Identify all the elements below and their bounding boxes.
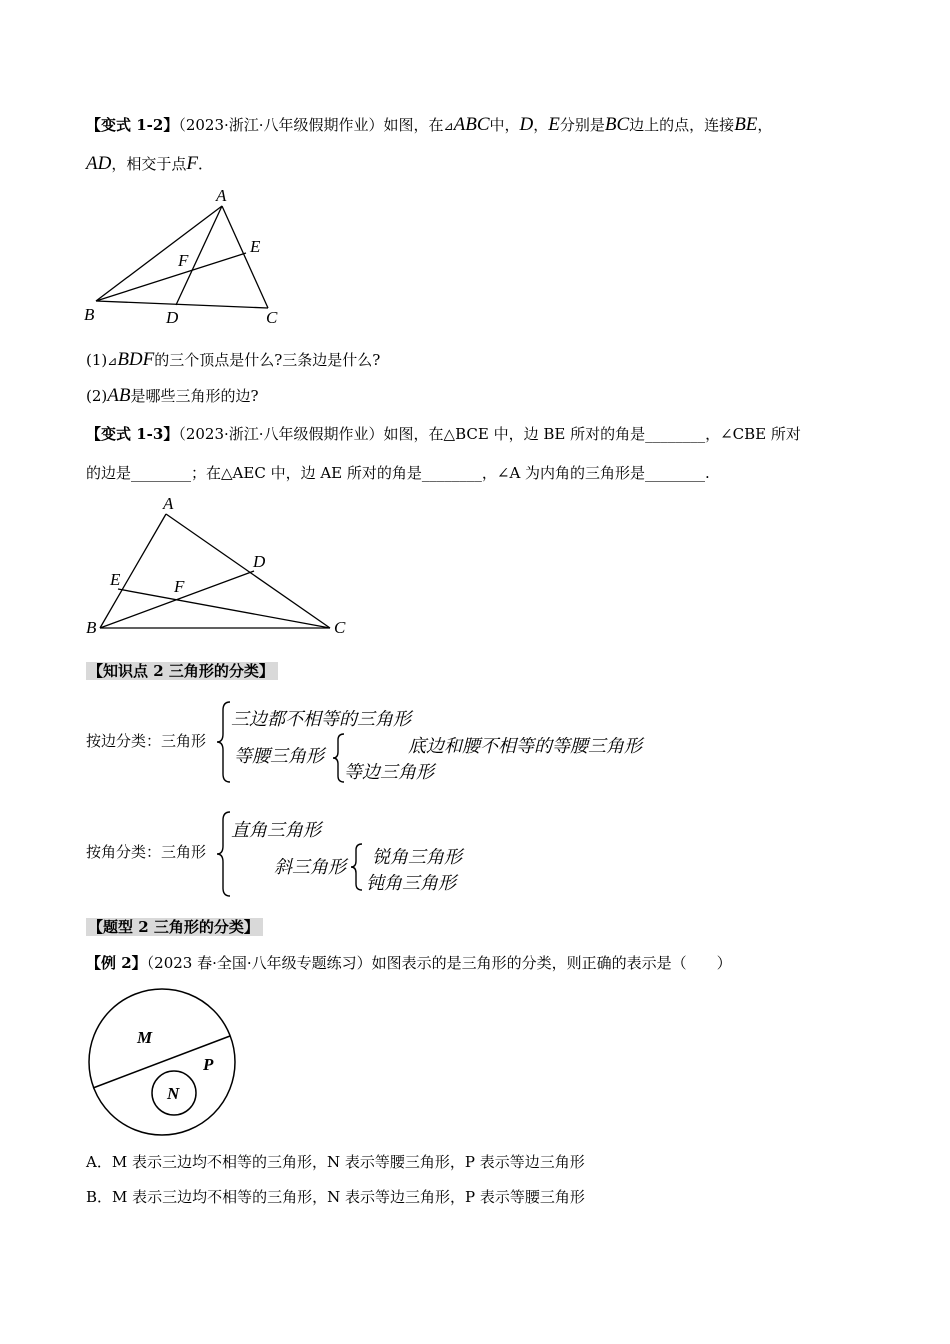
obtuse-triangle-label: 钝角三角形 xyxy=(366,873,456,894)
label-c-2: C xyxy=(334,618,346,637)
iso-not-equi-label: 底边和腰不相等的等腰三角形 xyxy=(408,736,642,757)
by-angle-label: 按角分类：三角形 xyxy=(86,843,207,861)
label-e: E xyxy=(250,237,261,256)
label-a-2: A xyxy=(163,494,174,513)
label-m: M xyxy=(137,1028,153,1047)
label-f: F xyxy=(178,251,189,270)
label-b: B xyxy=(84,305,95,324)
segment-be xyxy=(96,253,246,301)
label-n: N xyxy=(167,1084,180,1103)
example-2-statement: 【例 2】（2023 春·全国·八年级专题练习）如图表示的是三角形的分类，则正确的表示是（ ） xyxy=(86,954,732,972)
segment-bc xyxy=(96,301,268,308)
variant-1-2-question-1: (1)⊿BDF的三个顶点是什么?三条边是什么? xyxy=(86,349,381,370)
label-e-2: E xyxy=(110,570,121,589)
brace-by-side xyxy=(217,702,230,782)
label-c: C xyxy=(266,308,278,327)
option-b: B．M 表示三边均不相等的三角形，N 表示等边三角形，P 表示等腰三角形 xyxy=(86,1188,585,1206)
isosceles-label: 等腰三角形 xyxy=(234,746,324,767)
variant-1-3-line1: 【变式 1-3】（2023·浙江·八年级假期作业）如图，在△BCE 中，边 BE 所对的角是________，∠CBE 所对 xyxy=(86,425,801,443)
label-d: D xyxy=(166,308,179,327)
example-2-tag: 【例 2】 xyxy=(86,954,147,972)
scalene-label: 三边都不相等的三角形 xyxy=(231,709,411,730)
by-side-label: 按边分类：三角形 xyxy=(86,732,207,750)
label-p: P xyxy=(203,1055,214,1074)
label-f-2: F xyxy=(174,577,185,596)
label-b-2: B xyxy=(86,618,97,637)
brace-isosceles xyxy=(333,734,344,782)
variant-1-2-statement-line1: 【变式 1-2】（2023·浙江·八年级假期作业）如图，在⊿ABC中，D，E分别是BC边上的点，连接BE， xyxy=(86,114,773,135)
label-d-2: D xyxy=(253,552,266,571)
segment-ac xyxy=(222,206,268,308)
segment-ab xyxy=(96,206,222,301)
variant-1-3-tag: 【变式 1-3】 xyxy=(86,425,179,443)
label-a: A xyxy=(216,186,227,205)
brace-oblique xyxy=(351,844,362,890)
oblique-triangle-label: 斜三角形 xyxy=(274,857,346,878)
option-a: A．M 表示三边均不相等的三角形，N 表示等腰三角形，P 表示等边三角形 xyxy=(86,1153,585,1171)
acute-triangle-label: 锐角三角形 xyxy=(372,847,462,868)
right-triangle-label: 直角三角形 xyxy=(231,820,321,841)
variant-1-2-question-2: (2)AB是哪些三角形的边? xyxy=(86,385,259,406)
variant-1-2-tag: 【变式 1-2】 xyxy=(86,116,179,134)
variant-1-2-statement-line2: AD，相交于点F． xyxy=(86,153,213,174)
question-type-title: 【题型 2 三角形的分类】 xyxy=(86,917,263,937)
segment-ec xyxy=(118,589,330,628)
brace-by-angle xyxy=(217,812,230,896)
segment-ac-2 xyxy=(166,514,330,628)
variant-1-3-line2: 的边是________；在△AEC 中，边 AE 所对的角是________，∠A 为内角的三角形是________. xyxy=(86,464,710,482)
equilateral-label: 等边三角形 xyxy=(344,762,434,783)
knowledge-point-title: 【知识点 2 三角形的分类】 xyxy=(86,661,278,681)
